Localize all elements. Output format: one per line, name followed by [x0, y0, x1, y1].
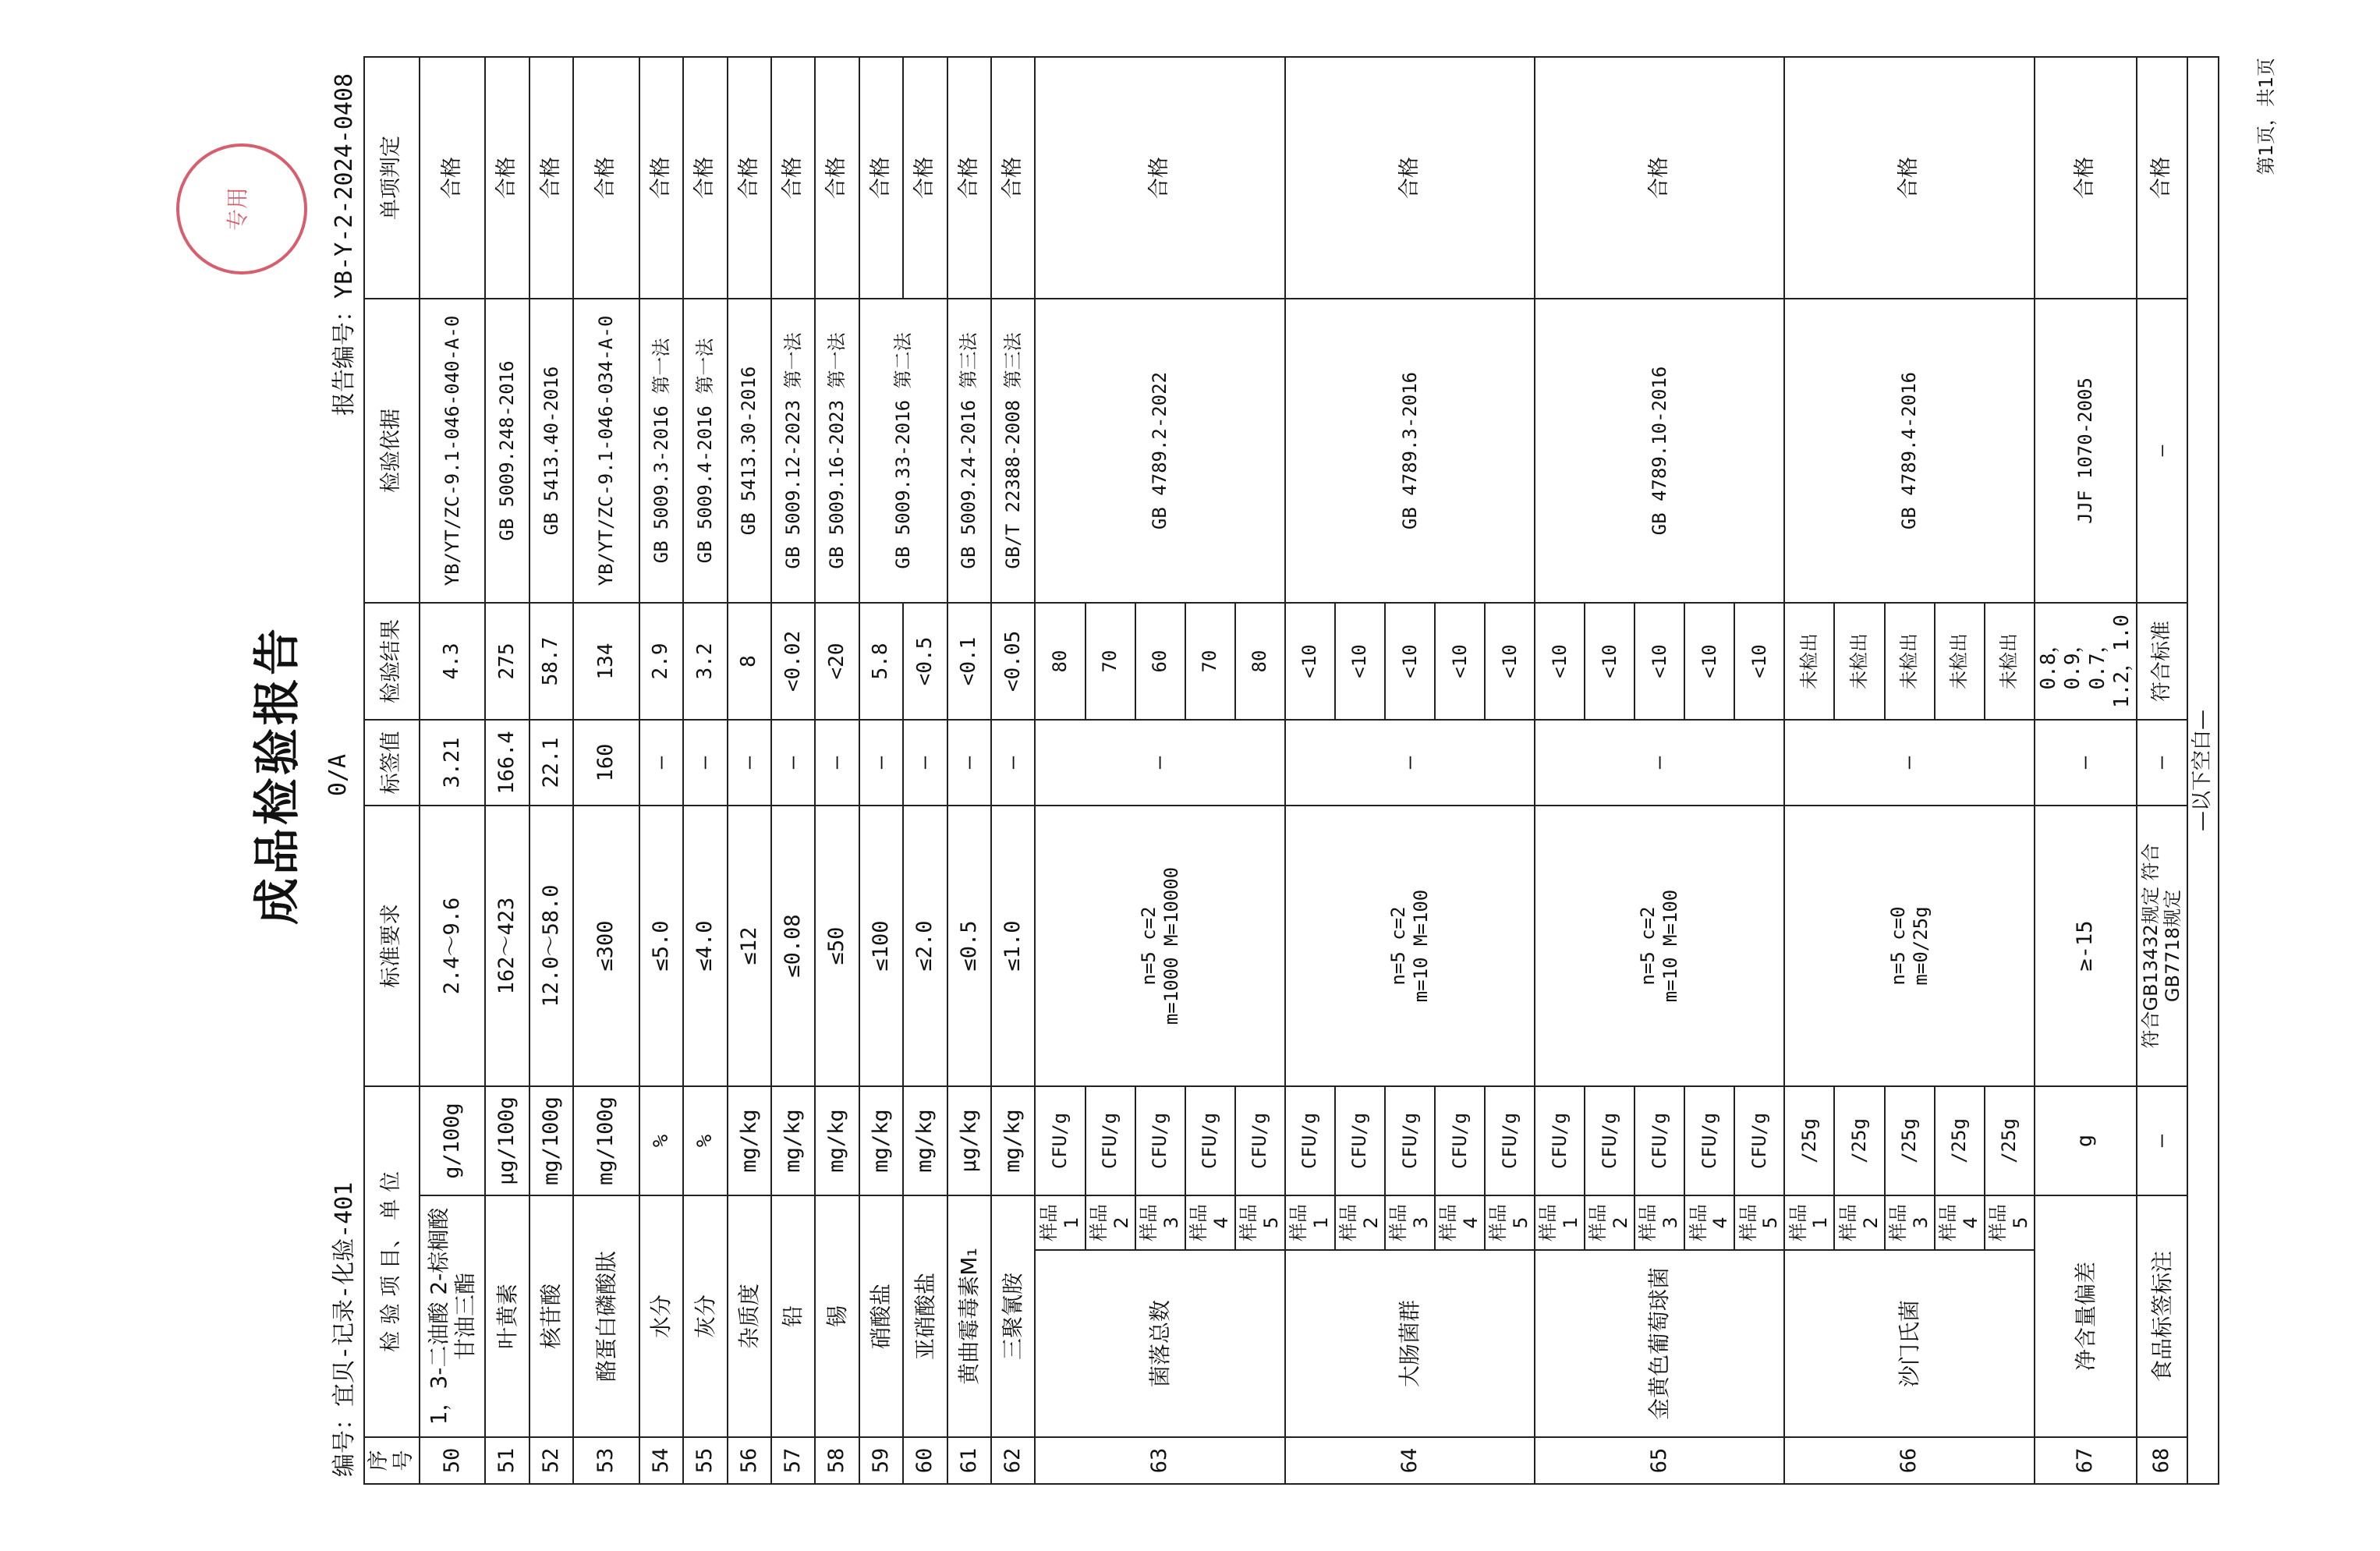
- sample-result-cell: <10: [1535, 603, 1585, 720]
- seq-cell: 56: [728, 1437, 771, 1484]
- report-number: 报告编号：YB-Y-2-2024-0408: [331, 73, 358, 416]
- item-name-cell: 水分: [639, 1195, 683, 1437]
- seq-cell: 58: [815, 1437, 859, 1484]
- item-name-cell: 杂质度: [728, 1195, 771, 1437]
- basis-cell: GB 5413.40-2016: [529, 299, 573, 603]
- result-cell: 0.8，0.9，0.7，1.2，1.0: [2035, 603, 2137, 720]
- label-value-cell: 160: [573, 720, 639, 806]
- seq-cell: 53: [573, 1437, 639, 1484]
- seq-cell: 50: [420, 1437, 486, 1484]
- item-name-cell: 黄曲霉毒素M₁: [947, 1195, 991, 1437]
- sample-name-cell: 样品3: [1135, 1195, 1185, 1250]
- verdict-cell: 合格: [529, 57, 573, 299]
- result-cell: <0.1: [947, 603, 991, 720]
- item-name-cell: 灰分: [683, 1195, 727, 1437]
- header-item: 检 验 项 目、 单 位: [364, 1086, 420, 1437]
- verdict-cell: 合格: [1535, 57, 1784, 299]
- unit-cell: %: [683, 1086, 727, 1195]
- basis-cell: GB 5413.30-2016: [728, 299, 771, 603]
- sample-result-cell: 80: [1235, 603, 1285, 720]
- sample-unit-cell: /25g: [1834, 1086, 1884, 1195]
- sample-unit-cell: CFU/g: [1035, 1086, 1085, 1195]
- sample-result-cell: <10: [1634, 603, 1684, 720]
- sample-name-cell: 样品1: [1285, 1195, 1335, 1250]
- sample-unit-cell: /25g: [1935, 1086, 1985, 1195]
- basis-cell: GB 4789.2-2022: [1035, 299, 1284, 603]
- red-seal-stamp: 专用: [176, 143, 307, 274]
- label-value-cell: —: [2035, 720, 2137, 806]
- table-row: [859, 57, 903, 1484]
- sample-name-cell: 样品2: [1834, 1195, 1884, 1250]
- header-label-value: 标签值: [364, 720, 420, 806]
- item-name-cell: 硝酸盐: [859, 1195, 903, 1437]
- requirement-cell: 162～423: [485, 806, 529, 1086]
- requirement-cell: ≤100: [859, 806, 903, 1086]
- label-value-cell: —: [815, 720, 859, 806]
- basis-cell: GB 5009.3-2016 第一法: [639, 299, 683, 603]
- sample-name-cell: 样品5: [1235, 1195, 1285, 1250]
- unit-cell: mg/100g: [529, 1086, 573, 1195]
- report-title: 成品检验报告: [250, 625, 305, 925]
- seq-cell: 54: [639, 1437, 683, 1484]
- label-value-cell: 22.1: [529, 720, 573, 806]
- sample-unit-cell: CFU/g: [1235, 1086, 1285, 1195]
- unit-cell: g: [2035, 1086, 2137, 1195]
- label-value-cell: —: [771, 720, 815, 806]
- sample-unit-cell: CFU/g: [1285, 1086, 1335, 1195]
- item-name-cell: 亚硝酸盐: [903, 1195, 947, 1437]
- unit-cell: mg/kg: [903, 1086, 947, 1195]
- label-value-cell: —: [991, 720, 1035, 806]
- result-cell: 134: [573, 603, 639, 720]
- sample-name-cell: 样品5: [1734, 1195, 1784, 1250]
- item-name-cell: 三聚氰胺: [991, 1195, 1035, 1437]
- verdict-cell: 合格: [947, 57, 991, 299]
- requirement-cell: [1535, 806, 1784, 1086]
- result-cell: 符合标准: [2137, 603, 2187, 720]
- sample-unit-cell: CFU/g: [1086, 1086, 1135, 1195]
- label-value-cell: —: [859, 720, 903, 806]
- verdict-cell: 合格: [2137, 57, 2187, 299]
- header-basis: 检验依据: [364, 299, 420, 603]
- unit-cell: mg/100g: [573, 1086, 639, 1195]
- unit-cell: mg/kg: [859, 1086, 903, 1195]
- sample-name-cell: 样品1: [1784, 1195, 1834, 1250]
- label-value-cell: —: [1784, 720, 2034, 806]
- sample-name-cell: 样品4: [1935, 1195, 1985, 1250]
- table-row: [485, 57, 529, 1484]
- requirement-line: m=10 M=100: [1409, 889, 1432, 1003]
- sample-result-cell: 70: [1086, 603, 1135, 720]
- requirement-cell: ≤1.0: [991, 806, 1035, 1086]
- table-row: [1784, 57, 1834, 1484]
- table-row: [639, 57, 683, 1484]
- table-body: [420, 57, 2219, 1484]
- sample-unit-cell: /25g: [1885, 1086, 1935, 1195]
- basis-cell: GB 5009.24-2016 第三法: [947, 299, 991, 603]
- result-cell: 3.2: [683, 603, 727, 720]
- sample-unit-cell: CFU/g: [1734, 1086, 1784, 1195]
- header-seq: 序号: [364, 1437, 420, 1484]
- verdict-cell: 合格: [573, 57, 639, 299]
- result-cell: <0.05: [991, 603, 1035, 720]
- table-row: [728, 57, 771, 1484]
- requirement-cell: ≤2.0: [903, 806, 947, 1086]
- sample-unit-cell: CFU/g: [1585, 1086, 1634, 1195]
- end-note: —以下空白—: [2187, 57, 2219, 1484]
- unit-cell: mg/kg: [815, 1086, 859, 1195]
- sample-name-cell: 样品3: [1385, 1195, 1435, 1250]
- sample-result-cell: <10: [1435, 603, 1485, 720]
- sample-result-cell: 60: [1135, 603, 1185, 720]
- verdict-cell: 合格: [1285, 57, 1535, 299]
- seq-cell: 65: [1535, 1437, 1784, 1484]
- table-header-row: [364, 57, 420, 1484]
- table-row: [2187, 57, 2219, 1484]
- verdict-cell: 合格: [859, 57, 903, 299]
- result-cell: 58.7: [529, 603, 573, 720]
- sample-unit-cell: /25g: [1985, 1086, 2035, 1195]
- table-row: [1035, 57, 1085, 1484]
- sample-unit-cell: CFU/g: [1385, 1086, 1435, 1195]
- unit-cell: g/100g: [420, 1086, 486, 1195]
- basis-cell: GB 5009.12-2023 第一法: [771, 299, 815, 603]
- sample-result-cell: 70: [1185, 603, 1235, 720]
- basis-cell: GB 5009.4-2016 第一法: [683, 299, 727, 603]
- verdict-cell: 合格: [1784, 57, 2034, 299]
- sample-unit-cell: CFU/g: [1435, 1086, 1485, 1195]
- sample-result-cell: <10: [1485, 603, 1535, 720]
- label-value-cell: —: [728, 720, 771, 806]
- header-verdict: 单项判定: [364, 57, 420, 299]
- requirement-cell: ≤0.08: [771, 806, 815, 1086]
- requirement-line: n=5 c=0: [1886, 906, 1909, 986]
- sample-result-cell: 未检出: [1784, 603, 1834, 720]
- table-row: [2137, 57, 2187, 1484]
- sample-name-cell: 样品2: [1335, 1195, 1385, 1250]
- table-row: [1535, 57, 1585, 1484]
- verdict-cell: 合格: [903, 57, 947, 299]
- requirement-cell: ≤50: [815, 806, 859, 1086]
- seq-cell: 55: [683, 1437, 727, 1484]
- item-name-cell: 锡: [815, 1195, 859, 1437]
- verdict-cell: 合格: [683, 57, 727, 299]
- verdict-cell: 合格: [420, 57, 486, 299]
- requirement-line: m=0/25g: [1909, 906, 1932, 986]
- requirement-cell: ≤4.0: [683, 806, 727, 1086]
- sample-unit-cell: CFU/g: [1684, 1086, 1734, 1195]
- label-value-cell: —: [1535, 720, 1784, 806]
- table-row: [573, 57, 639, 1484]
- basis-cell: GB 4789.10-2016: [1535, 299, 1784, 603]
- table-row: [991, 57, 1035, 1484]
- table-row: [771, 57, 815, 1484]
- label-value-cell: —: [903, 720, 947, 806]
- basis-cell: JJF 1070-2005: [2035, 299, 2137, 603]
- sample-unit-cell: CFU/g: [1485, 1086, 1535, 1195]
- verdict-cell: 合格: [728, 57, 771, 299]
- requirement-line: n=5 c=2: [1637, 906, 1659, 986]
- sample-result-cell: 未检出: [1834, 603, 1884, 720]
- sample-result-cell: <10: [1684, 603, 1734, 720]
- unit-cell: mg/kg: [728, 1086, 771, 1195]
- basis-cell: GB 4789.4-2016: [1784, 299, 2034, 603]
- label-value-cell: —: [639, 720, 683, 806]
- verdict-cell: 合格: [639, 57, 683, 299]
- result-cell: <0.5: [903, 603, 947, 720]
- table-row: [529, 57, 573, 1484]
- verdict-cell: 合格: [485, 57, 529, 299]
- requirement-cell: 符合GB13432规定 符合GB7718规定: [2137, 806, 2187, 1086]
- result-cell: 4.3: [420, 603, 486, 720]
- result-cell: <0.02: [771, 603, 815, 720]
- table-row: [683, 57, 727, 1484]
- requirement-cell: ≥-15: [2035, 806, 2137, 1086]
- requirement-cell: [1285, 806, 1535, 1086]
- item-name-cell: 酪蛋白磷酸肽: [573, 1195, 639, 1437]
- requirement-line: m=1000 M=10000: [1160, 866, 1182, 1025]
- report-sheet: [75, 42, 2305, 1508]
- result-cell: 2.9: [639, 603, 683, 720]
- sample-unit-cell: CFU/g: [1634, 1086, 1684, 1195]
- item-name-cell: 沙门氏菌: [1784, 1250, 2034, 1437]
- basis-cell: YB/YT/ZC-9.1-046-034-A-0: [573, 299, 639, 603]
- unit-cell: %: [639, 1086, 683, 1195]
- table-row: [2035, 57, 2137, 1484]
- basis-cell: GB/T 22388-2008 第三法: [991, 299, 1035, 603]
- label-value-cell: 166.4: [485, 720, 529, 806]
- sample-result-cell: 未检出: [1985, 603, 2035, 720]
- verdict-cell: 合格: [771, 57, 815, 299]
- verdict-cell: 合格: [991, 57, 1035, 299]
- item-name-cell: 大肠菌群: [1285, 1250, 1535, 1437]
- version-number: 0/A: [324, 753, 352, 797]
- unit-cell: mg/kg: [771, 1086, 815, 1195]
- seq-cell: 52: [529, 1437, 573, 1484]
- unit-cell: —: [2137, 1086, 2187, 1195]
- sample-result-cell: 未检出: [1885, 603, 1935, 720]
- requirement-cell: ≤5.0: [639, 806, 683, 1086]
- header-requirement: 标准要求: [364, 806, 420, 1086]
- sample-unit-cell: CFU/g: [1135, 1086, 1185, 1195]
- item-name-cell: 铅: [771, 1195, 815, 1437]
- requirement-cell: [1784, 806, 2034, 1086]
- sample-name-cell: 样品5: [1485, 1195, 1535, 1250]
- sample-result-cell: <10: [1385, 603, 1435, 720]
- table-row: [947, 57, 991, 1484]
- seq-cell: 60: [903, 1437, 947, 1484]
- sample-unit-cell: CFU/g: [1185, 1086, 1235, 1195]
- sample-name-cell: 样品2: [1585, 1195, 1634, 1250]
- label-value-cell: —: [683, 720, 727, 806]
- page-info: 第1页，共1页: [2255, 58, 2277, 175]
- label-value-cell: 3.21: [420, 720, 486, 806]
- requirement-cell: [1035, 806, 1284, 1086]
- seq-cell: 63: [1035, 1437, 1284, 1484]
- label-value-cell: —: [2137, 720, 2187, 806]
- item-name-cell: 净含量偏差: [2035, 1195, 2137, 1437]
- sample-name-cell: 样品4: [1435, 1195, 1485, 1250]
- seq-cell: 64: [1285, 1437, 1535, 1484]
- label-value-cell: —: [1035, 720, 1284, 806]
- requirement-cell: ≤0.5: [947, 806, 991, 1086]
- seq-cell: 66: [1784, 1437, 2034, 1484]
- table-row: [1285, 57, 1335, 1484]
- item-name-cell: 1，3-二油酸 2-棕榈酸甘油三酯: [420, 1195, 486, 1437]
- basis-cell: GB 5009.33-2016 第二法: [859, 299, 947, 603]
- requirement-cell: ≤300: [573, 806, 639, 1086]
- sample-name-cell: 样品1: [1035, 1195, 1085, 1250]
- verdict-cell: 合格: [1035, 57, 1284, 299]
- sample-name-cell: 样品1: [1535, 1195, 1585, 1250]
- basis-cell: GB 4789.3-2016: [1285, 299, 1535, 603]
- sample-name-cell: 样品3: [1885, 1195, 1935, 1250]
- seq-cell: 62: [991, 1437, 1035, 1484]
- item-name-cell: 食品标签标注: [2137, 1195, 2187, 1437]
- sample-unit-cell: /25g: [1784, 1086, 1834, 1195]
- sample-name-cell: 样品2: [1086, 1195, 1135, 1250]
- result-cell: 5.8: [859, 603, 903, 720]
- table-row: [815, 57, 859, 1484]
- seq-cell: 61: [947, 1437, 991, 1484]
- sample-name-cell: 样品4: [1185, 1195, 1235, 1250]
- requirement-line: m=10 M=100: [1659, 889, 1682, 1003]
- sample-unit-cell: CFU/g: [1335, 1086, 1385, 1195]
- label-value-cell: —: [1285, 720, 1535, 806]
- sample-result-cell: 80: [1035, 603, 1085, 720]
- sample-name-cell: 样品3: [1634, 1195, 1684, 1250]
- seq-cell: 57: [771, 1437, 815, 1484]
- item-name-cell: 核苷酸: [529, 1195, 573, 1437]
- requirement-line: n=5 c=2: [1387, 906, 1410, 986]
- requirement-cell: ≤12: [728, 806, 771, 1086]
- result-cell: <20: [815, 603, 859, 720]
- seq-cell: 68: [2137, 1437, 2187, 1484]
- item-name-cell: 叶黄素: [485, 1195, 529, 1437]
- form-number: 编号：宜贝-记录-化验-401: [331, 1181, 358, 1477]
- item-name-cell: 金黄色葡萄球菌: [1535, 1250, 1784, 1437]
- basis-cell: GB 5009.248-2016: [485, 299, 529, 603]
- sample-result-cell: 未检出: [1935, 603, 1985, 720]
- sample-unit-cell: CFU/g: [1535, 1086, 1585, 1195]
- item-name-cell: 菌落总数: [1035, 1250, 1284, 1437]
- inspection-table: [363, 56, 2219, 1485]
- sample-result-cell: <10: [1285, 603, 1335, 720]
- basis-cell: —: [2137, 299, 2187, 603]
- verdict-cell: 合格: [815, 57, 859, 299]
- unit-cell: mg/kg: [991, 1086, 1035, 1195]
- table-row: [903, 57, 947, 1484]
- table-row: [420, 57, 486, 1484]
- requirement-line: n=5 c=2: [1137, 906, 1160, 986]
- basis-cell: YB/YT/ZC-9.1-046-040-A-0: [420, 299, 486, 603]
- requirement-cell: 12.0～58.0: [529, 806, 573, 1086]
- unit-cell: μg/100g: [485, 1086, 529, 1195]
- label-value-cell: —: [947, 720, 991, 806]
- sample-name-cell: 样品5: [1985, 1195, 2035, 1250]
- verdict-cell: 合格: [2035, 57, 2137, 299]
- sample-name-cell: 样品4: [1684, 1195, 1734, 1250]
- basis-cell: GB 5009.16-2023 第一法: [815, 299, 859, 603]
- sample-result-cell: <10: [1585, 603, 1634, 720]
- seq-cell: 59: [859, 1437, 903, 1484]
- result-cell: 275: [485, 603, 529, 720]
- sample-result-cell: <10: [1734, 603, 1784, 720]
- requirement-cell: 2.4～9.6: [420, 806, 486, 1086]
- seq-cell: 67: [2035, 1437, 2137, 1484]
- header-result: 检验结果: [364, 603, 420, 720]
- seq-cell: 51: [485, 1437, 529, 1484]
- sample-result-cell: <10: [1335, 603, 1385, 720]
- unit-cell: μg/kg: [947, 1086, 991, 1195]
- result-cell: 8: [728, 603, 771, 720]
